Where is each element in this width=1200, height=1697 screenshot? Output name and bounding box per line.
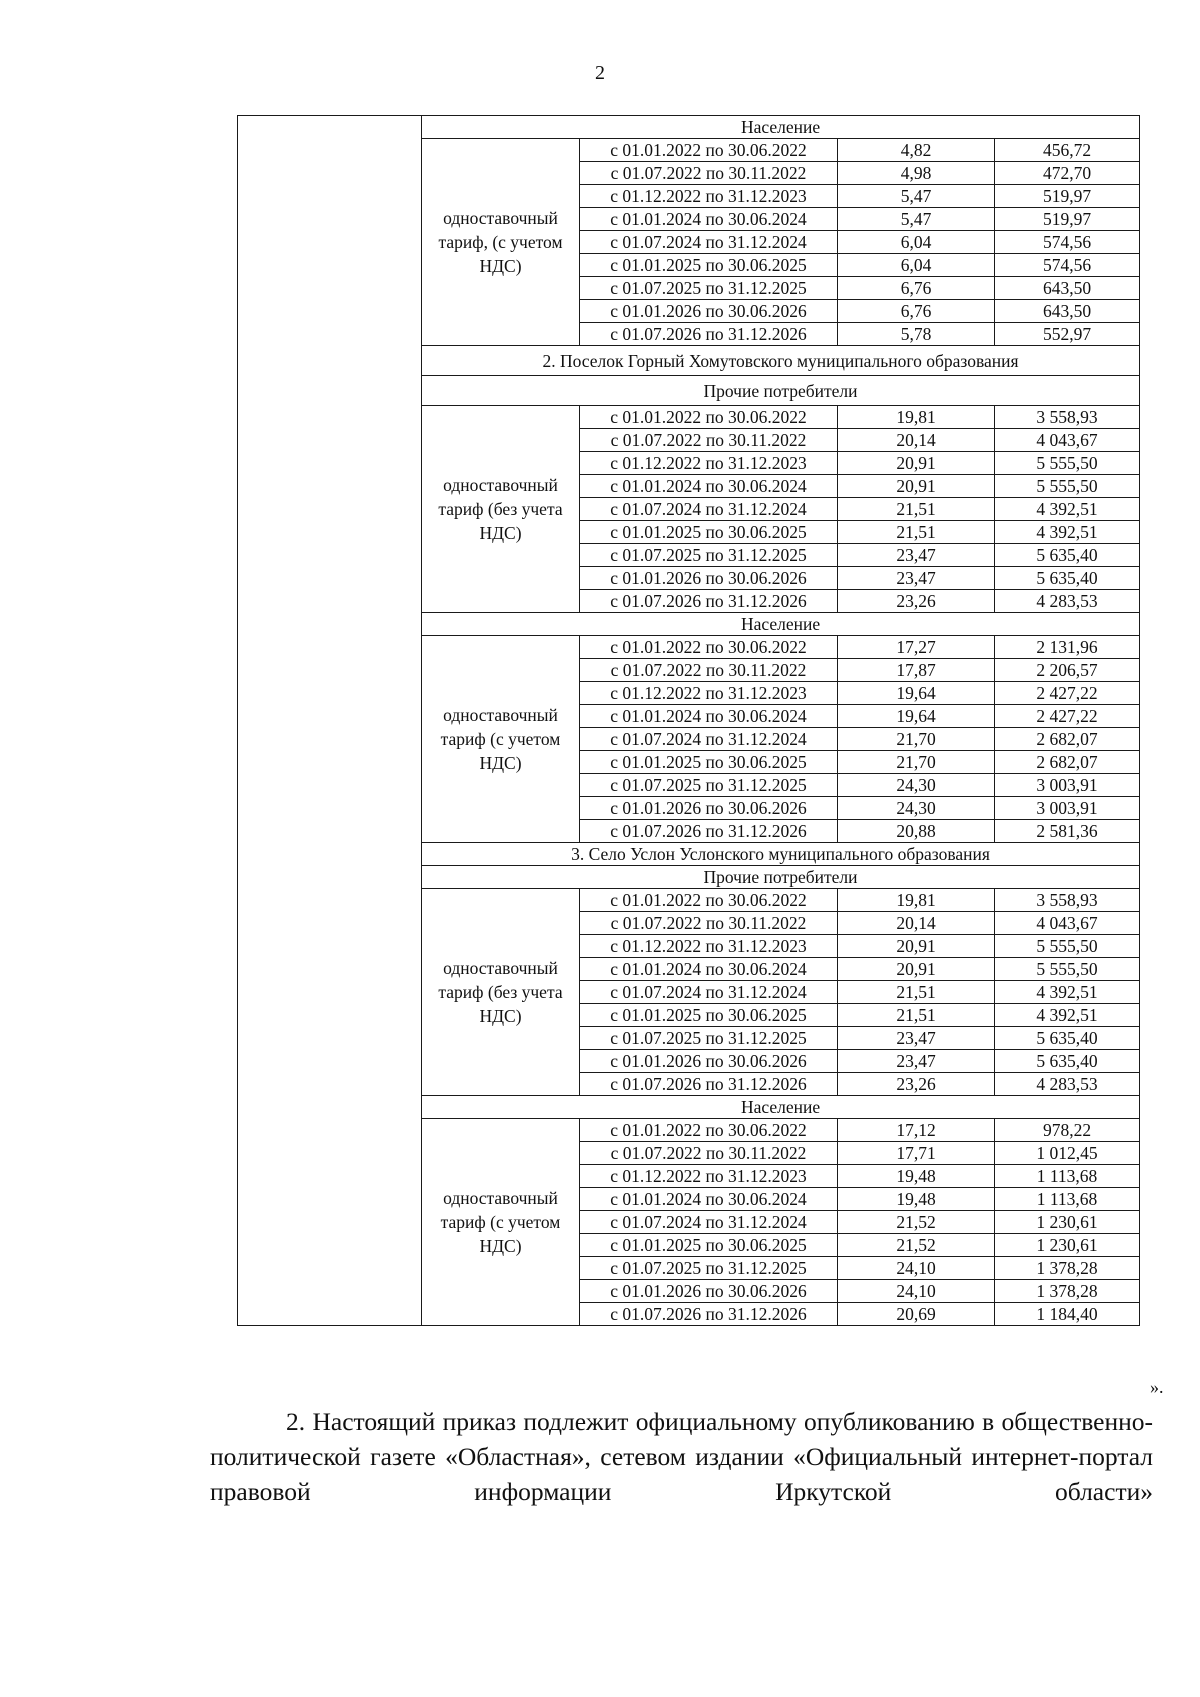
section-title: 2. Поселок Горный Хомутовского муниципального образования [422,346,1140,376]
period-cell: с 01.07.2025 по 31.12.2025 [580,277,838,300]
period-cell: с 01.01.2024 по 30.06.2024 [580,208,838,231]
tariff-value-cell: 1 113,68 [995,1165,1140,1188]
tariff-value-cell: 1 378,28 [995,1280,1140,1303]
rate-cell: 5,78 [838,323,995,346]
rate-cell: 19,64 [838,705,995,728]
rate-cell: 19,81 [838,406,995,429]
tariff-value-cell: 4 043,67 [995,912,1140,935]
tariff-value-cell: 472,70 [995,162,1140,185]
period-cell: с 01.12.2022 по 31.12.2023 [580,682,838,705]
period-cell: с 01.07.2022 по 30.11.2022 [580,429,838,452]
tariff-value-cell: 1 012,45 [995,1142,1140,1165]
rate-cell: 6,76 [838,277,995,300]
period-cell: с 01.12.2022 по 31.12.2023 [580,1165,838,1188]
tariff-value-cell: 4 392,51 [995,981,1140,1004]
tariff-value-cell: 2 206,57 [995,659,1140,682]
paragraph-text: 2. Настоящий приказ подлежит официальному опубликованию в общественно-политической газете «Областная», сетевом издании «Официальный интернет-портал правовой информации Иркутской области» [210,1407,1153,1506]
period-cell: с 01.01.2024 по 30.06.2024 [580,1188,838,1211]
period-cell: с 01.12.2022 по 31.12.2023 [580,185,838,208]
rate-cell: 17,71 [838,1142,995,1165]
rate-cell: 24,30 [838,797,995,820]
rate-cell: 20,88 [838,820,995,843]
tariff-value-cell: 643,50 [995,300,1140,323]
period-cell: с 01.01.2026 по 30.06.2026 [580,567,838,590]
tariff-table [237,115,1140,1326]
rate-cell: 19,48 [838,1165,995,1188]
tariff-value-cell: 4 392,51 [995,521,1140,544]
tariff-category-cell: одноставочный тариф (с учетом НДС) [422,636,580,843]
closing-quote: ». [1150,1377,1164,1397]
tariff-value-cell: 574,56 [995,254,1140,277]
rate-cell: 24,30 [838,774,995,797]
consumer-group-title: Население [422,1096,1140,1119]
rate-cell: 21,70 [838,728,995,751]
tariff-category-cell: одноставочный тариф, (с учетом НДС) [422,139,580,346]
tariff-value-cell: 3 003,91 [995,797,1140,820]
period-cell: с 01.01.2026 по 30.06.2026 [580,797,838,820]
tariff-value-cell: 4 283,53 [995,590,1140,613]
rate-cell: 6,04 [838,254,995,277]
period-cell: с 01.01.2025 по 30.06.2025 [580,254,838,277]
tariff-value-cell: 3 558,93 [995,889,1140,912]
rate-cell: 19,81 [838,889,995,912]
tariff-value-cell: 5 555,50 [995,475,1140,498]
tariff-value-cell: 5 635,40 [995,567,1140,590]
rate-cell: 20,91 [838,958,995,981]
period-cell: с 01.12.2022 по 31.12.2023 [580,935,838,958]
tariff-value-cell: 519,97 [995,208,1140,231]
tariff-category-cell: одноставочный тариф (без учета НДС) [422,406,580,613]
rate-cell: 17,27 [838,636,995,659]
empty-left-column [238,116,422,1326]
rate-cell: 20,69 [838,1303,995,1326]
tariff-value-cell: 4 283,53 [995,1073,1140,1096]
rate-cell: 20,91 [838,935,995,958]
rate-cell: 19,64 [838,682,995,705]
tariff-value-cell: 5 555,50 [995,452,1140,475]
rate-cell: 21,51 [838,521,995,544]
consumer-group-title: Прочие потребители [422,376,1140,406]
tariff-value-cell: 3 558,93 [995,406,1140,429]
period-cell: с 01.07.2022 по 30.11.2022 [580,912,838,935]
tariff-value-cell: 2 581,36 [995,820,1140,843]
period-cell: с 01.07.2024 по 31.12.2024 [580,981,838,1004]
rate-cell: 21,51 [838,1004,995,1027]
rate-cell: 21,52 [838,1211,995,1234]
period-cell: с 01.01.2022 по 30.06.2022 [580,406,838,429]
period-cell: с 01.01.2025 по 30.06.2025 [580,1004,838,1027]
tariff-value-cell: 3 003,91 [995,774,1140,797]
period-cell: с 01.07.2026 по 31.12.2026 [580,1073,838,1096]
period-cell: с 01.01.2024 по 30.06.2024 [580,475,838,498]
period-cell: с 01.01.2026 по 30.06.2026 [580,300,838,323]
period-cell: с 01.12.2022 по 31.12.2023 [580,452,838,475]
rate-cell: 17,12 [838,1119,995,1142]
period-cell: с 01.07.2026 по 31.12.2026 [580,323,838,346]
rate-cell: 24,10 [838,1257,995,1280]
rate-cell: 6,76 [838,300,995,323]
period-cell: с 01.07.2025 по 31.12.2025 [580,774,838,797]
tariff-value-cell: 552,97 [995,323,1140,346]
rate-cell: 20,91 [838,452,995,475]
tariff-value-cell: 5 635,40 [995,544,1140,567]
period-cell: с 01.01.2024 по 30.06.2024 [580,705,838,728]
tariff-category-cell: одноставочный тариф (с учетом НДС) [422,1119,580,1326]
period-cell: с 01.07.2022 по 30.11.2022 [580,659,838,682]
period-cell: с 01.07.2024 по 31.12.2024 [580,231,838,254]
rate-cell: 21,51 [838,498,995,521]
rate-cell: 23,47 [838,1050,995,1073]
period-cell: с 01.07.2025 по 31.12.2025 [580,1027,838,1050]
tariff-value-cell: 2 427,22 [995,705,1140,728]
tariff-value-cell: 1 230,61 [995,1211,1140,1234]
tariff-value-cell: 1 113,68 [995,1188,1140,1211]
tariff-value-cell: 2 682,07 [995,751,1140,774]
rate-cell: 6,04 [838,231,995,254]
page-number: 2 [595,62,605,84]
tariff-value-cell: 4 392,51 [995,1004,1140,1027]
rate-cell: 21,52 [838,1234,995,1257]
period-cell: с 01.07.2026 по 31.12.2026 [580,1303,838,1326]
period-cell: с 01.01.2024 по 30.06.2024 [580,958,838,981]
rate-cell: 23,26 [838,590,995,613]
rate-cell: 24,10 [838,1280,995,1303]
period-cell: с 01.07.2024 по 31.12.2024 [580,1211,838,1234]
tariff-value-cell: 643,50 [995,277,1140,300]
consumer-group-title: Прочие потребители [422,866,1140,889]
period-cell: с 01.01.2022 по 30.06.2022 [580,636,838,659]
period-cell: с 01.01.2026 по 30.06.2026 [580,1280,838,1303]
rate-cell: 17,87 [838,659,995,682]
tariff-value-cell: 978,22 [995,1119,1140,1142]
rate-cell: 20,14 [838,912,995,935]
section-title: 3. Село Услон Услонского муниципального образования [422,843,1140,866]
period-cell: с 01.07.2022 по 30.11.2022 [580,1142,838,1165]
tariff-value-cell: 1 230,61 [995,1234,1140,1257]
consumer-group-title: Население [422,116,1140,139]
tariff-value-cell: 4 043,67 [995,429,1140,452]
tariff-value-cell: 456,72 [995,139,1140,162]
tariff-value-cell: 2 682,07 [995,728,1140,751]
rate-cell: 23,47 [838,1027,995,1050]
period-cell: с 01.01.2025 по 30.06.2025 [580,751,838,774]
tariff-value-cell: 5 555,50 [995,935,1140,958]
tariff-value-cell: 1 184,40 [995,1303,1140,1326]
period-cell: с 01.07.2026 по 31.12.2026 [580,820,838,843]
period-cell: с 01.07.2022 по 30.11.2022 [580,162,838,185]
period-cell: с 01.01.2025 по 30.06.2025 [580,1234,838,1257]
rate-cell: 23,47 [838,544,995,567]
rate-cell: 20,14 [838,429,995,452]
period-cell: с 01.07.2025 по 31.12.2025 [580,544,838,567]
tariff-value-cell: 5 635,40 [995,1027,1140,1050]
tariff-value-cell: 519,97 [995,185,1140,208]
rate-cell: 21,51 [838,981,995,1004]
period-cell: с 01.07.2024 по 31.12.2024 [580,728,838,751]
rate-cell: 20,91 [838,475,995,498]
tariff-value-cell: 5 555,50 [995,958,1140,981]
period-cell: с 01.01.2026 по 30.06.2026 [580,1050,838,1073]
period-cell: с 01.01.2025 по 30.06.2025 [580,521,838,544]
period-cell: с 01.01.2022 по 30.06.2022 [580,139,838,162]
tariff-value-cell: 2 427,22 [995,682,1140,705]
period-cell: с 01.07.2024 по 31.12.2024 [580,498,838,521]
tariff-value-cell: 5 635,40 [995,1050,1140,1073]
tariff-table-body [238,116,1140,1326]
tariff-value-cell: 1 378,28 [995,1257,1140,1280]
consumer-group-title: Население [422,613,1140,636]
period-cell: с 01.01.2022 по 30.06.2022 [580,889,838,912]
rate-cell: 21,70 [838,751,995,774]
rate-cell: 23,47 [838,567,995,590]
publication-paragraph [210,1404,1153,1509]
period-cell: с 01.01.2022 по 30.06.2022 [580,1119,838,1142]
rate-cell: 23,26 [838,1073,995,1096]
tariff-value-cell: 2 131,96 [995,636,1140,659]
rate-cell: 5,47 [838,208,995,231]
rate-cell: 5,47 [838,185,995,208]
consumer-group-row [238,116,1140,139]
tariff-value-cell: 574,56 [995,231,1140,254]
rate-cell: 19,48 [838,1188,995,1211]
rate-cell: 4,82 [838,139,995,162]
tariff-category-cell: одноставочный тариф (без учета НДС) [422,889,580,1096]
rate-cell: 4,98 [838,162,995,185]
tariff-value-cell: 4 392,51 [995,498,1140,521]
period-cell: с 01.07.2026 по 31.12.2026 [580,590,838,613]
period-cell: с 01.07.2025 по 31.12.2025 [580,1257,838,1280]
